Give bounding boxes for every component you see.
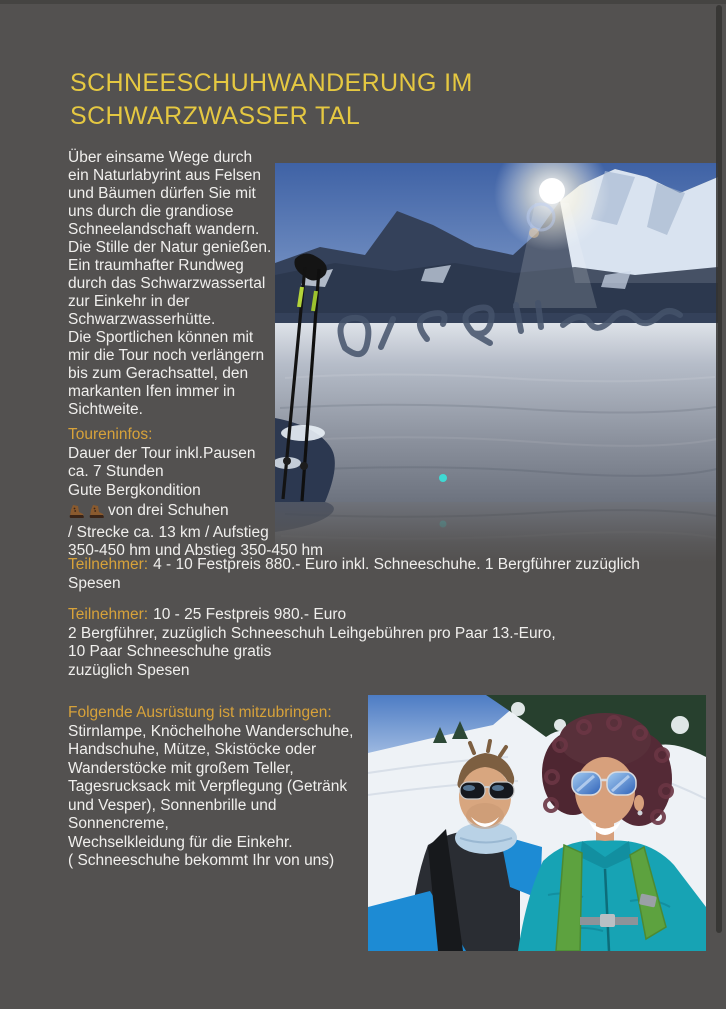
toureninfos-section bbox=[68, 426, 323, 561]
teilnehmer-1-line: Spesen bbox=[68, 574, 121, 592]
selfie-photo bbox=[368, 695, 706, 951]
ausruestung-heading: Folgende Ausrüstung ist mitzubringen: bbox=[68, 704, 332, 721]
page-title-line2: SCHWARZWASSER TAL bbox=[70, 102, 361, 130]
ausruestung-line: Wechselkleidung für die Einkehr. bbox=[68, 833, 293, 851]
toureninfos-heading: Toureninfos: bbox=[68, 426, 153, 443]
teilnehmer-1-text: 4 - 10 Festpreis 880.- Euro inkl. Schneeschuhe. 1 Bergführer zuzüglich bbox=[153, 556, 640, 573]
ausruestung-line: Handschuhe, Mütze, Skistöcke oder bbox=[68, 741, 317, 758]
page-title-line1: SCHNEESCHUHWANDERUNG IM bbox=[70, 69, 473, 97]
intro-line: ein Naturlabyrint aus Felsen bbox=[68, 167, 261, 184]
intro-line: Sichtweite. bbox=[68, 401, 143, 418]
ausruestung-line: Sonnencreme, bbox=[68, 815, 169, 832]
teilnehmer-2-text: 10 - 25 Festpreis 980.- Euro bbox=[153, 606, 347, 623]
intro-line: und Bäumen dürfen Sie mit bbox=[68, 185, 256, 202]
hiking-boot-icon bbox=[88, 504, 105, 519]
intro-line: Die Sportlichen können mit bbox=[68, 329, 254, 346]
hiking-boot-icon bbox=[68, 504, 85, 519]
cyan-marker-dot bbox=[439, 474, 447, 482]
teilnehmer-2-section bbox=[68, 606, 556, 680]
teilnehmer-2-line: zuzüglich Spesen bbox=[68, 661, 190, 679]
intro-line: Über einsame Wege durch bbox=[68, 149, 253, 166]
teilnehmer-2-line: 2 Bergführer, zuzüglich Schneeschuh Leihgebühren pro Paar 13.-Euro, bbox=[68, 624, 556, 642]
intro-line: durch das Schwarzwassertal bbox=[68, 275, 266, 292]
teilnehmer-2-line: 10 Paar Schneeschuhe gratis bbox=[68, 643, 272, 660]
difficulty-line bbox=[68, 502, 323, 521]
vertical-scrollbar-thumb[interactable] bbox=[716, 5, 722, 933]
toureninfos-line: / Strecke ca. 13 km / Aufstieg bbox=[68, 523, 269, 541]
teilnehmer-2-label: Teilnehmer: bbox=[68, 606, 149, 623]
intro-line: Schneelandschaft wandern. bbox=[68, 221, 260, 238]
intro-line: mir die Tour noch verlängern bbox=[68, 347, 265, 364]
intro-paragraph bbox=[68, 149, 271, 419]
intro-line: markanten Ifen immer in bbox=[68, 383, 236, 400]
intro-line: zur Einkehr in der bbox=[68, 293, 190, 310]
ausruestung-line: ( Schneeschuhe bekommt Ihr von uns) bbox=[68, 852, 335, 869]
ausruestung-line: Stirnlampe, Knöchelhohe Wanderschuhe, bbox=[68, 722, 354, 740]
page-top-edge bbox=[0, 0, 726, 4]
teilnehmer-1-label: Teilnehmer: bbox=[68, 556, 149, 573]
ausruestung-line: Wanderstöcke mit großem Teller, bbox=[68, 759, 294, 777]
toureninfos-line: Gute Bergkondition bbox=[68, 481, 201, 499]
difficulty-text: von drei Schuhen bbox=[108, 502, 229, 519]
page-title bbox=[70, 67, 590, 133]
ausruestung-line: und Vesper), Sonnenbrille und bbox=[68, 796, 277, 814]
toureninfos-line: ca. 7 Stunden bbox=[68, 463, 164, 480]
toureninfos-line: Dauer der Tour inkl.Pausen bbox=[68, 444, 256, 462]
intro-line: bis zum Gerachsattel, den bbox=[68, 365, 249, 382]
landscape-photo bbox=[275, 163, 718, 502]
ausruestung-line: Tagesrucksack mit Verpflegung (Getränk bbox=[68, 778, 348, 795]
teilnehmer-1-section bbox=[68, 556, 640, 593]
intro-line: Schwarzwasserhütte. bbox=[68, 311, 216, 328]
intro-line: uns durch die grandiose bbox=[68, 203, 234, 220]
toureninfos-line: 350-450 hm und Abstieg 350-450 hm bbox=[68, 542, 324, 559]
ausruestung-section bbox=[68, 704, 354, 871]
intro-line: Die Stille der Natur genießen. bbox=[68, 239, 272, 256]
landscape-photo-reflection bbox=[275, 502, 718, 562]
intro-line: Ein traumhafter Rundweg bbox=[68, 257, 244, 274]
